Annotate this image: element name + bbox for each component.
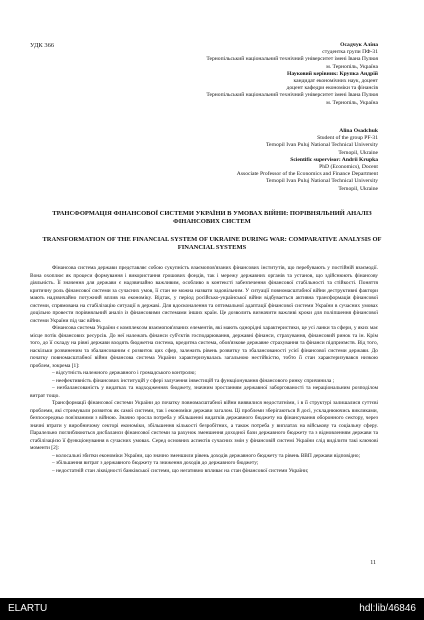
supervisor-position-en: Associate Professor of the Economics and Finance Department xyxy=(236,171,378,178)
author-block-uk xyxy=(206,42,378,107)
article-body xyxy=(30,265,378,475)
author-city-uk: м. Тернопіль, Україна xyxy=(326,63,378,70)
supervisor-city-uk: м. Тернопіль, Україна xyxy=(326,99,378,106)
list-item: – незбалансованість у видатках та надходженнях бюджету, значним зростанням державної заборгованості та нераціональним розподілом витрат тощо. xyxy=(30,385,378,399)
paragraph: Фінансова система України є комплексом взаємопов'язаних елементів, які мають однорідні характеристики, це усі ланки та сфери, у яких має місце потік фінансових ресурсів. До неї належать фінанси суб'єктів господарювання, державні фінанси, страхування, фінансовий ринок та ін. Крім того, до її складу на рівні держави входять бюджетна система, кредитна система, обов'язкове державне страхування та фінанси підприємств. Від того, наскільки розвиненим та збалансованим є розвиток цих сфер, залежить рівень розвитку та збалансованості усієї фінансової системи держави. До початку повномасштабної війни фінансова система України характеризувалась загальною нестійкістю, тобто її стан характеризувався низкою проблем, зокрема [1]: xyxy=(30,325,378,369)
supervisor-position-uk: доцент кафедри економіки та фінансів xyxy=(286,85,378,92)
author-university-uk: Тернопільський національний технічний університет імені Івана Пулюя xyxy=(206,56,378,63)
title-uk: ТРАНСФОРМАЦІЯ ФІНАНСОВОЇ СИСТЕМИ УКРАЇНИ В УМОВАХ ВІЙНИ: ПОРІВНЯЛЬНИЙ АНАЛІЗ ФІНАНСОВИХ СИСТЕМ xyxy=(52,210,372,225)
title-en: TRANSFORMATION OF THE FINANCIAL SYSTEM OF UKRAINE DURING WAR: COMPARATIVE ANALYSIS OF FINANCIAL SYSTEMS xyxy=(42,236,382,251)
author-status-en: Student of the group PF-31 xyxy=(317,135,378,142)
list-item: – недостатній стан ліквідності банківської системи, що негативно впливає на стан фінансової системи України; xyxy=(52,467,309,474)
list-item: – відсутність належного державного і громадського контролю; xyxy=(52,370,196,376)
supervisor-city-en: Ternopil, Ukraine xyxy=(338,185,378,192)
list-item: – колосальні збитки економіки України, що значно зменшили рівень доходів державного бюджету та рівень ВВП держави відповідно; xyxy=(52,452,361,459)
list-item: – неефективність фінансових інституцій у сфері залучення інвестицій та функціонування фінансового ринку спричинила ; xyxy=(52,377,335,384)
author-name-en: Alina Osadchuk xyxy=(339,128,378,134)
udk-code: УДК 366 xyxy=(30,42,55,49)
repository-name: ELARTU xyxy=(8,603,48,614)
author-city-en: Ternopil, Ukraine xyxy=(338,149,378,156)
repository-footer xyxy=(0,598,424,620)
page-number: 11 xyxy=(370,560,376,566)
supervisor-university-uk: Тернопільський національний технічний університет імені Івана Пулюя xyxy=(206,92,378,99)
list-item: – збільшення витрат з державного бюджету та зниження доходів до державного бюджету; xyxy=(52,460,259,466)
paragraph: Фінансова система держави представляє собою сукупність взаємопов'язаних фінансових інститутів, що перебувають у постійній взаємодії. Вона охоплює як процеси формування і використання грошових фондів, так і мережу державних органів та установ, що здійснюють фінансову діяльність. Її значення для держави є надзвичайно важливим, особливо в контексті забезпечення фінансової стабільності та стійкості. Поняття критичну роль фінансової системи за сучасних умов, її стан не можна назвати задовільним. У ситуації повномасштабної війни деструктивні фактори мають надзвичайно потужний вплив на економіку. Відтак, у період російсько-української війни відбувається активна трансформація фінансової системи, спрямована на стабілізацію ситуації в державі. Для вдосконалення та оптимальної адаптації фінансової системи України в сучасних умовах доцільно провести порівняльний аналіз із фінансовими системами інших країн. Це дозволить визначити важливі кроки для поліпшення фінансової системи України під час війни. xyxy=(30,265,378,324)
supervisor-en: Scientific supervisor: Andrii Krupka xyxy=(290,156,378,163)
author-name-uk: Осадчук Аліна xyxy=(340,42,378,48)
supervisor-degree-uk: кандидат економічних наук, доцент xyxy=(293,78,378,85)
author-block-en xyxy=(237,128,378,193)
supervisor-degree-en: PhD (Economics), Docent xyxy=(319,164,378,171)
handle-link[interactable]: hdl:lib/46846 xyxy=(359,603,416,614)
supervisor-university-en: Ternopil Ivan Puluj National Technical University xyxy=(265,178,378,185)
author-status-uk: студентка групи ПФ-31 xyxy=(322,49,378,56)
paragraph: Трансформації фінансової системи України до початку повномасштабної війни виявилися недостатніми, і в її структурі залишалися суттєві проблеми, які стримували розвиток як самої системи, так і економіки держави загалом. Ці проблеми зберігаються й досі, ускладнюючись викликами, безпосередньо пов'язаними з війною. Значно зросла потреба у збільшенні видатків державного бюджету на фінансування оборонного сектору, через значні втрати у виробничому секторі економіки, збільшення кількості безробітних, а також потреба у виплатах на військову та соціальну сферу. Паралельно поглиблюються дисбаланси фінансової системи за рахунок зменшення доходної бази державного бюджету та з відновленням держави та стабілізацією її функціонування в сучасних умовах. Серед основних аспектів сучасних змін у фінансовій системі України слід виділити такі ключові моменти [2]: xyxy=(30,400,378,451)
author-university-en: Ternopil Ivan Puluj National Technical University xyxy=(265,142,378,149)
supervisor-uk: Науковий керівник: Крупка Андрій xyxy=(287,70,378,77)
